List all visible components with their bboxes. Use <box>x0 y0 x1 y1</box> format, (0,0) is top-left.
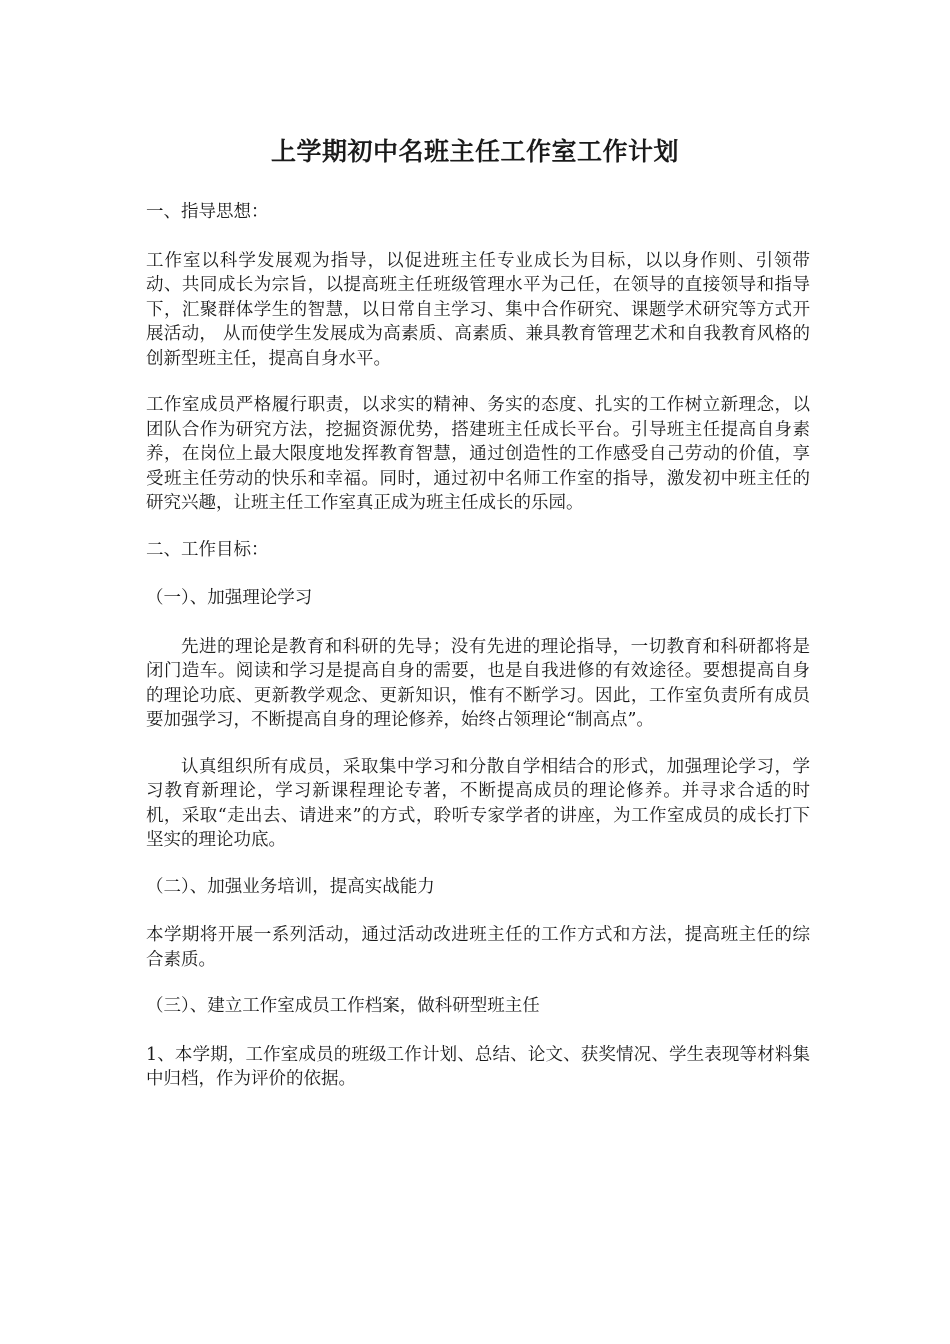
subsection-heading-training: （二）、加强业务培训，提高实战能力 <box>146 876 435 897</box>
list-item: 1、本学期，工作室成员的班级工作计划、总结、论文、获奖情况、学生表现等材料集中归档，作为评价的依据。 <box>146 1044 810 1089</box>
paragraph: 本学期将开展一系列活动，通过活动改进班主任的工作方式和方法，提高班主任的综合素质。 <box>146 925 810 970</box>
document-title: 上学期初中名班主任工作室工作计划 <box>270 137 679 166</box>
subsection-heading-theory-study: （一）、加强理论学习 <box>146 588 313 608</box>
section-heading-work-goals: 二、工作目标： <box>146 539 269 560</box>
paragraph: 先进的理论是教育和科研的先导；没有先进的理论指导，一切教育和科研都将是闭门造车。阅读和学习是提高自身的需要，也是自我进修的有效途径。要想提高自身的理论功底、更新教学观念、更新知识，惟有不断学习。因此，工作室负责所有成员要加强学习，不断提高自身的理论修养，始终占领理论“制高点”。 <box>146 636 810 730</box>
section-heading-guiding-ideology: 一、指导思想： <box>146 202 269 222</box>
paragraph: 工作室成员严格履行职责，以求实的精神、务实的态度、扎实的工作树立新理念，以团队合作为研究方法，挖掘资源优势，搭建班主任成长平台。引导班主任提高自身素养，在岗位上最大限度地发挥教育智慧，通过创造性的工作感受自己劳动的价值，享受班主任劳动的快乐和幸福。同时，通过初中名师工作室的指导，激发初中班主任的研究兴趣，让班主任工作室真正成为班主任成长的乐园。 <box>146 395 810 513</box>
subsection-heading-archives: （三）、建立工作室成员工作档案，做科研型班主任 <box>146 996 540 1016</box>
paragraph: 认真组织所有成员，采取集中学习和分散自学相结合的形式，加强理论学习，学习教育新理论，学习新课程理论专著，不断提高成员的理论修养。并寻求合适的时机，采取“走出去、请进来”的方式，聆听专家学者的讲座，为工作室成员的成长打下坚实的理论功底。 <box>146 756 810 850</box>
paragraph: 工作室以科学发展观为指导，以促进班主任专业成长为目标，以以身作则、引领带动、共同成长为宗旨，以提高班主任班级管理水平为己任，在领导的直接领导和指导下，汇聚群体学生的智慧，以日常自主学习、集中合作研究、课题学术研究等方式开展活动， 从而使学生发展成为高素质、高素质、兼具教育管理艺术和自我教育风格的创新型班主任，提高自身水平。 <box>146 250 810 369</box>
document-body <box>146 200 810 1114</box>
